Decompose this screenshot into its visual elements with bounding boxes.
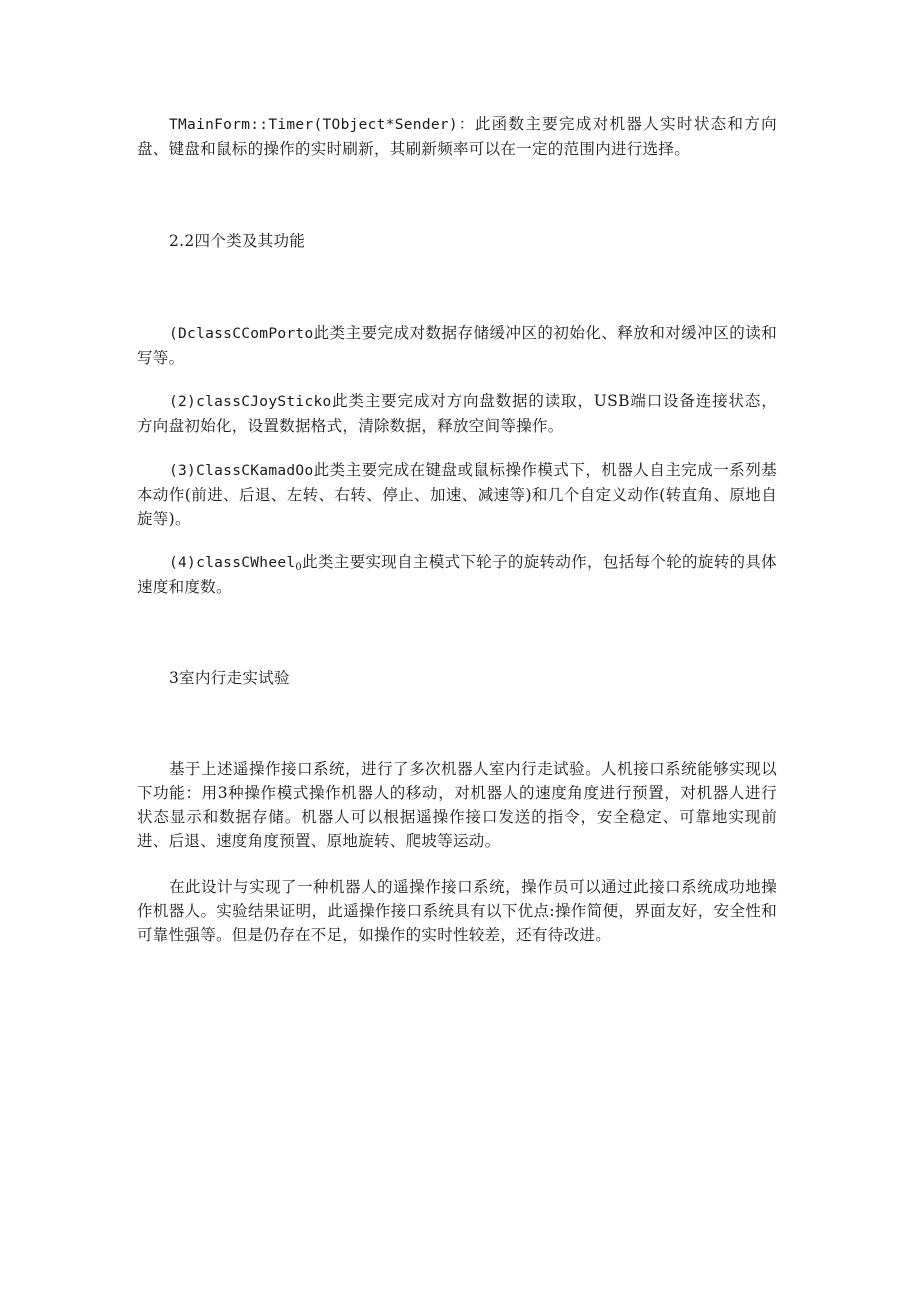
class-item-4 <box>137 550 777 599</box>
class-item-4-subscript: 0 <box>295 562 303 573</box>
class-item-1-description: 此类主要完成对数据存储缓冲区的初始化、释放和对缓冲区的读和写等。 <box>137 324 777 367</box>
class-item-3-name: (3)ClassCKamadOo <box>169 463 314 479</box>
class-item-1-name: (DclassCComPorto <box>169 326 314 342</box>
class-item-2-description: 此类主要完成对方向盘数据的读取，USB端口设备连接状态，方向盘初始化，设置数据格式，清除数据，释放空间等操作。 <box>137 392 777 435</box>
section-heading-3: 3室内行走实试验 <box>169 669 290 687</box>
timer-description: 此函数主要完成对机器人实时状态和方向盘、键盘和鼠标的操作的实时刷新，其刷新频率可以在一定的范围内进行选择。 <box>137 115 777 158</box>
conclusion-paragraph: 在此设计与实现了一种机器人的遥操作接口系统，操作员可以通过此接口系统成功地操作机器人。实验结果证明，此遥操作接口系统具有以下优点:操作简便，界面友好，安全性和可靠性强等。但是仍存在不足，如操作的实时性较差，还有待改进。 <box>137 878 777 944</box>
class-item-4-name: (4)classCWheel <box>169 555 296 571</box>
class-item-2 <box>137 389 777 438</box>
class-item-3-description: 此类主要完成在键盘或鼠标操作模式下，机器人自主完成一系列基本动作(前进、后退、左转、右转、停止、加速、减速等)和几个自定义动作(转直角、原地自旋等)。 <box>137 461 777 528</box>
class-item-2-name: (2)classCJoySticko <box>169 394 332 410</box>
timer-function-signature: TMainForm::Timer(TObject*Sender)： <box>169 117 475 133</box>
experiment-paragraph: 基于上述遥操作接口系统，进行了多次机器人室内行走试验。人机接口系统能够实现以下功能：用3种操作模式操作机器人的移动，对机器人的速度角度进行预置，对机器人进行状态显示和数据存储。机器人可以根据遥操作接口发送的指令，安全稳定、可靠地实现前进、后退、速度角度预置、原地旋转、爬坡等运动。 <box>137 760 777 850</box>
timer-paragraph <box>137 112 777 161</box>
section-heading-2-2: 2.2四个类及其功能 <box>169 232 306 250</box>
class-item-1 <box>137 321 777 370</box>
class-item-3 <box>137 458 777 531</box>
class-item-4-description: 此类主要实现自主模式下轮子的旋转动作，包括每个轮的旋转的具体速度和度数。 <box>137 553 777 596</box>
